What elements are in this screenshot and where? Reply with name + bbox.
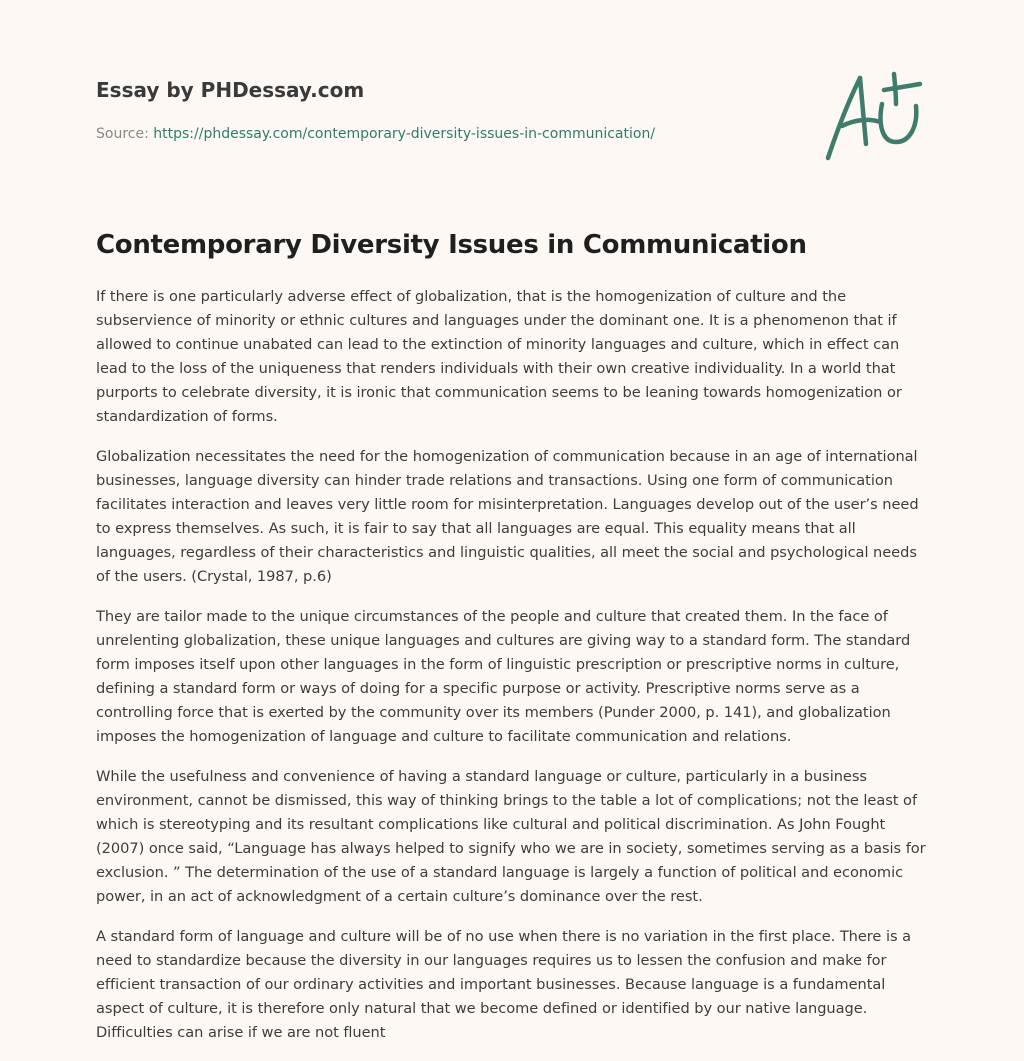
essay-title: Contemporary Diversity Issues in Communication	[96, 230, 807, 260]
essay-paragraph: They are tailor made to the unique circumstances of the people and culture that created them. In the face of unrelenting globalization, these unique languages and cultures are giving way to a standard form. The standard form imposes itself upon other languages in the form of linguistic prescription or prescriptive norms in culture, defining a standard form or ways of doing for a specific purpose or activity. Prescriptive norms serve as a controlling force that is exerted by the community over its members (Punder 2000, p. 141), and globalization imposes the homogenization of language and culture to facilitate communication and relations.	[96, 608, 911, 745]
source-label: Source:	[96, 126, 154, 142]
site-title: Essay by PHDessay.com	[96, 78, 365, 102]
a-plus-grade-logo-icon	[822, 68, 928, 164]
source-line	[96, 124, 926, 144]
essay-body	[96, 285, 928, 1061]
essay-paragraph: If there is one particularly adverse effect of globalization, that is the homogenization of culture and the subservience of minority or ethnic cultures and languages under the dominant one. It is a phenomenon that if allowed to continue unabated can lead to the extinction of minority languages and culture, which in effect can lead to the loss of the uniqueness that renders individuals with their own creative individuality. In a world that purports to celebrate diversity, it is ironic that communication seems to be leaning towards homogenization or standardization of forms.	[96, 288, 902, 425]
page-header	[96, 76, 926, 144]
essay-paragraph: While the usefulness and convenience of having a standard language or culture, particularly in a business environment, cannot be dismissed, this way of thinking brings to the table a lot of complications; not the least of which is stereotyping and its resultant complications like cultural and political discrimination. As John Fought (2007) once said, “Language has always helped to signify who we are in society, sometimes serving as a basis for exclusion. ” The determination of the use of a standard language is largely a function of political and economic power, in an act of acknowledgment of a certain culture’s dominance over the rest.	[96, 768, 926, 905]
essay-paragraph: Globalization necessitates the need for the homogenization of communication because in an age of international businesses, language diversity can hinder trade relations and transactions. Using one form of communication facilitates interaction and leaves very little room for misinterpretation. Languages develop out of the user’s need to express themselves. As such, it is fair to say that all languages are equal. This equality means that all languages, regardless of their characteristics and linguistic qualities, all meet the social and psychological needs of the users. (Crystal, 1987, p.6)	[96, 448, 919, 585]
essay-paragraph: A standard form of language and culture will be of no use when there is no variation in the first place. There is a need to standardize because the diversity in our languages requires us to lessen the confusion and make for efficient transaction of our ordinary activities and important businesses. Because language is a fundamental aspect of culture, it is therefore only natural that we become defined or identified by our native language. Difficulties can arise if we are not fluent	[96, 928, 911, 1041]
source-link[interactable]: https://phdessay.com/contemporary-diversity-issues-in-communication/	[153, 126, 656, 142]
